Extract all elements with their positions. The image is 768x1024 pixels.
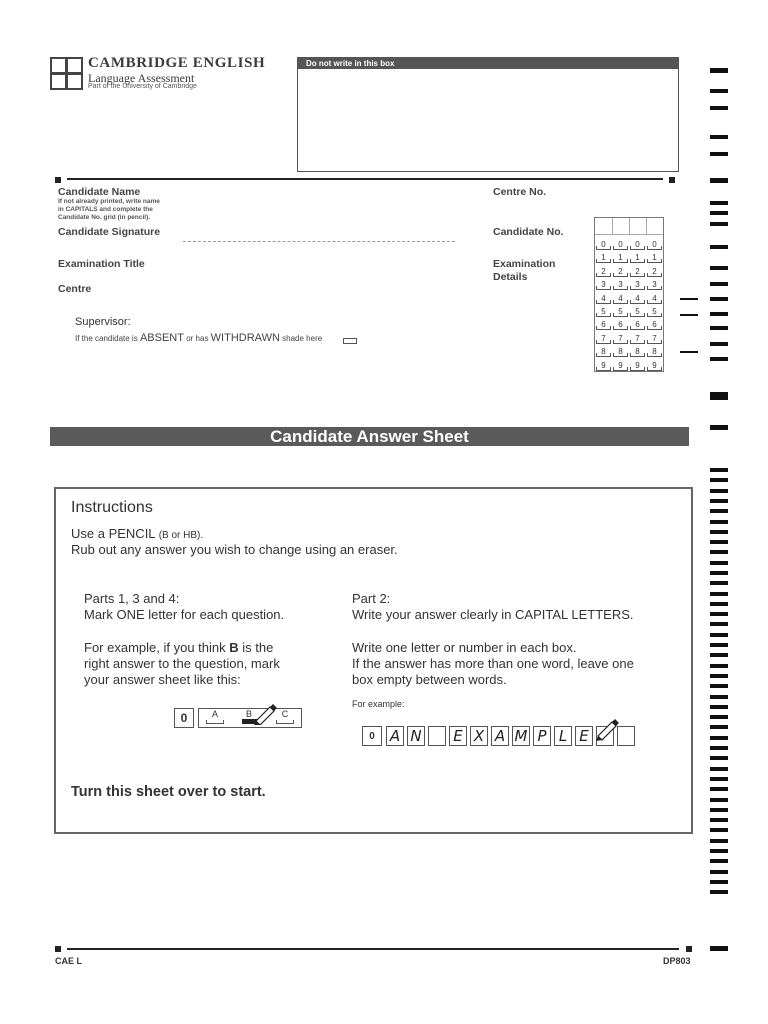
candidate-digit-cell[interactable]: 0 (647, 240, 662, 250)
example-letter-c: C (281, 709, 289, 719)
timing-mark (710, 89, 728, 93)
example-b: B (229, 640, 239, 655)
candidate-name-label: Candidate Name (58, 186, 141, 198)
example-letter-cell (428, 726, 446, 746)
candidate-digit-cell[interactable]: 9 (630, 361, 645, 371)
signature-line[interactable] (183, 241, 455, 242)
brand-tagline: Part of the University of Cambridge (88, 83, 197, 90)
timing-mark (710, 839, 728, 843)
timing-mark (710, 478, 728, 482)
timing-mark (710, 222, 728, 226)
timing-mark (710, 201, 728, 205)
brand-subtitle: Language Assessment (88, 71, 195, 85)
eraser-instruction: Rub out any answer you wish to change using an eraser. (71, 542, 398, 557)
candidate-digit-cell[interactable]: 6 (596, 320, 611, 330)
example-letter-cell: P (533, 726, 551, 746)
candidate-digit-cell[interactable]: 4 (647, 294, 662, 304)
timing-mark (710, 828, 728, 832)
parts-134-instruction: Mark ONE letter for each question. (84, 607, 285, 622)
candidate-digit-cell[interactable]: 2 (613, 267, 628, 277)
timing-mark (710, 787, 728, 791)
timing-mark (710, 612, 728, 616)
timing-mark (710, 135, 728, 139)
candidate-digit-cell[interactable]: 5 (647, 307, 662, 317)
timing-mark (710, 68, 728, 73)
part-2-instruction: Write your answer clearly in CAPITAL LETTERS. (352, 607, 634, 622)
parts-134-example-3: your answer sheet like this: (84, 672, 241, 687)
timing-mark (710, 509, 728, 513)
candidate-digit-cell[interactable]: 6 (630, 320, 645, 330)
timing-mark (710, 530, 728, 534)
timing-mark (710, 357, 728, 361)
timing-mark (710, 592, 728, 596)
registration-mark (55, 946, 61, 952)
candidate-name-note: If not already printed, write name in CAPITALS and complete the Candidate No. grid (in pencil). (58, 198, 160, 221)
registration-mark (55, 177, 61, 183)
timing-mark (710, 725, 728, 729)
timing-mark (710, 859, 728, 863)
examination-title-label: Examination Title (58, 258, 145, 270)
timing-mark (710, 818, 728, 822)
part-2-heading: Part 2: (352, 591, 391, 606)
timing-mark (710, 571, 728, 575)
pencil-icon (594, 714, 622, 742)
candidate-digit-cell[interactable]: 4 (613, 294, 628, 304)
cambridge-crest-icon (50, 57, 83, 90)
timing-mark (710, 684, 728, 688)
timing-mark (710, 870, 728, 874)
candidate-digit-cell[interactable]: 9 (596, 361, 611, 371)
candidate-digit-cell[interactable]: 7 (647, 334, 662, 344)
form-code-left: CAE L (55, 956, 82, 966)
timing-mark (710, 178, 728, 183)
candidate-digit-cell[interactable]: 4 (630, 294, 645, 304)
example-letter-a: A (211, 709, 218, 719)
example-question-number: 0 (174, 708, 194, 728)
footer-divider (67, 948, 679, 950)
candidate-digit-cell[interactable]: 8 (630, 347, 645, 357)
parts-134-example-1 (84, 640, 273, 655)
candidate-digit-cell[interactable]: 8 (613, 347, 628, 357)
candidate-digit-cell[interactable]: 8 (596, 347, 611, 357)
form-code-right: DP803 (663, 956, 691, 966)
timing-mark (710, 798, 728, 802)
timing-mark (710, 520, 728, 524)
candidate-no-label: Candidate No. (493, 226, 564, 238)
timing-mark (710, 767, 728, 771)
centre-label: Centre (58, 283, 92, 295)
timing-mark (710, 326, 728, 330)
absent-prefix: If the candidate is (75, 334, 138, 343)
candidate-digit-cell[interactable]: 0 (630, 240, 645, 250)
candidate-digit-cell[interactable]: 1 (613, 253, 628, 263)
timing-mark (710, 746, 728, 750)
candidate-digit-cell[interactable]: 3 (613, 280, 628, 290)
timing-mark (710, 674, 728, 678)
candidate-digit-cell[interactable]: 1 (596, 253, 611, 263)
candidate-digit-cell[interactable]: 6 (647, 320, 662, 330)
candidate-digit-cell[interactable]: 9 (613, 361, 628, 371)
pencil-instruction (71, 526, 203, 541)
timing-mark (710, 715, 728, 719)
part-2-detail-2: If the answer has more than one word, leave one (352, 656, 634, 671)
timing-mark (710, 946, 728, 951)
candidate-digit-cell[interactable]: 2 (630, 267, 645, 277)
timing-mark (710, 245, 728, 249)
timing-mark (710, 312, 728, 316)
example-text-2: is the (242, 640, 274, 655)
candidate-signature-label: Candidate Signature (58, 226, 161, 238)
brand-name: CAMBRIDGE ENGLISH (88, 55, 266, 71)
examination-details-label: Examination Details (493, 258, 556, 283)
candidate-digit-cell[interactable]: 0 (613, 240, 628, 250)
absent-withdrawn-instruction (75, 332, 322, 344)
candidate-number-grid (594, 217, 664, 372)
timing-mark (710, 211, 728, 215)
timing-mark (710, 561, 728, 565)
candidate-digit-cell[interactable]: 1 (630, 253, 645, 263)
example-text: For example, if you think (84, 640, 226, 655)
candidate-digit-cell[interactable]: 4 (596, 294, 611, 304)
example-letter-cell: M (512, 726, 530, 746)
centre-no-label: Centre No. (493, 186, 547, 198)
timing-mark (710, 266, 728, 270)
for-example-label: For example: (352, 699, 405, 709)
pencil-type: (B or HB). (158, 530, 204, 541)
timing-mark (710, 705, 728, 709)
timing-mark (710, 540, 728, 544)
divider (67, 178, 663, 180)
timing-mark (710, 880, 728, 884)
absent-word: ABSENT (139, 332, 184, 344)
instructions-heading: Instructions (71, 499, 153, 516)
timing-mark (710, 392, 728, 400)
absent-shade-box[interactable] (343, 338, 357, 344)
answer-sheet-banner: Candidate Answer Sheet (50, 427, 689, 446)
do-not-write-box (297, 57, 679, 172)
candidate-digit-cell[interactable]: 5 (613, 307, 628, 317)
letter-c-lozenge (276, 720, 294, 724)
candidate-digit-cell[interactable]: 6 (613, 320, 628, 330)
example-letter-cell: N (407, 726, 425, 746)
timing-mark (680, 314, 698, 316)
timing-mark (710, 581, 728, 585)
example-letter-cell: A (491, 726, 509, 746)
example-letter-cell: E (449, 726, 467, 746)
timing-mark (710, 643, 728, 647)
part-2-detail-3: box empty between words. (352, 672, 507, 687)
pencil-icon (252, 701, 278, 725)
example-2-question-number: 0 (362, 726, 382, 746)
or-has: or has (186, 334, 209, 343)
timing-mark (710, 550, 728, 554)
supervisor-label: Supervisor: (75, 316, 131, 328)
parts-134-heading: Parts 1, 3 and 4: (84, 591, 180, 606)
example-letter-cell: L (554, 726, 572, 746)
do-not-write-label: Do not write in this box (298, 58, 678, 69)
candidate-digit-cell[interactable]: 5 (596, 307, 611, 317)
timing-mark (710, 756, 728, 760)
timing-mark (710, 602, 728, 606)
turn-over-instruction: Turn this sheet over to start. (71, 784, 266, 800)
candidate-digit-cell[interactable]: 8 (647, 347, 662, 357)
part-2-detail-1: Write one letter or number in each box. (352, 640, 577, 655)
timing-mark (710, 297, 728, 301)
candidate-digit-cell[interactable]: 1 (647, 253, 662, 263)
timing-mark (710, 342, 728, 346)
withdrawn-word: WITHDRAWN (210, 332, 280, 344)
candidate-digit-cell[interactable]: 5 (630, 307, 645, 317)
timing-mark (710, 499, 728, 503)
timing-mark (710, 622, 728, 626)
timing-mark (710, 106, 728, 110)
example-letter-b: B (245, 709, 252, 719)
timing-mark (710, 736, 728, 740)
timing-mark (710, 695, 728, 699)
candidate-digit-cell[interactable]: 9 (647, 361, 662, 371)
example-letter-cell: E (575, 726, 593, 746)
timing-mark (710, 777, 728, 781)
example-letter-cell: A (386, 726, 404, 746)
timing-mark (710, 653, 728, 657)
candidate-digit-cell[interactable]: 2 (647, 267, 662, 277)
registration-mark (669, 177, 675, 183)
timing-mark (710, 489, 728, 493)
parts-134-example-2: right answer to the question, mark (84, 656, 280, 671)
timing-mark (710, 282, 728, 286)
candidate-digit-cell[interactable]: 0 (596, 240, 611, 250)
registration-mark (686, 946, 692, 952)
timing-mark (710, 664, 728, 668)
candidate-digit-cell[interactable]: 7 (630, 334, 645, 344)
candidate-digit-cell[interactable]: 3 (596, 280, 611, 290)
shade-here: shade here (282, 334, 323, 343)
timing-mark (710, 152, 728, 156)
pencil-text: Use a PENCIL (71, 526, 156, 541)
timing-mark (680, 298, 698, 300)
timing-mark (710, 890, 728, 894)
timing-mark (680, 351, 698, 353)
candidate-digit-cell[interactable]: 7 (596, 334, 611, 344)
letter-a-lozenge (206, 720, 224, 724)
timing-mark (710, 425, 728, 430)
example-letter-cell: X (470, 726, 488, 746)
timing-mark (710, 849, 728, 853)
timing-mark (710, 808, 728, 812)
candidate-digit-cell[interactable]: 3 (630, 280, 645, 290)
timing-mark (710, 468, 728, 472)
timing-mark (710, 633, 728, 637)
candidate-digit-cell[interactable]: 2 (596, 267, 611, 277)
candidate-digit-cell[interactable]: 3 (647, 280, 662, 290)
candidate-digit-cell[interactable]: 7 (613, 334, 628, 344)
